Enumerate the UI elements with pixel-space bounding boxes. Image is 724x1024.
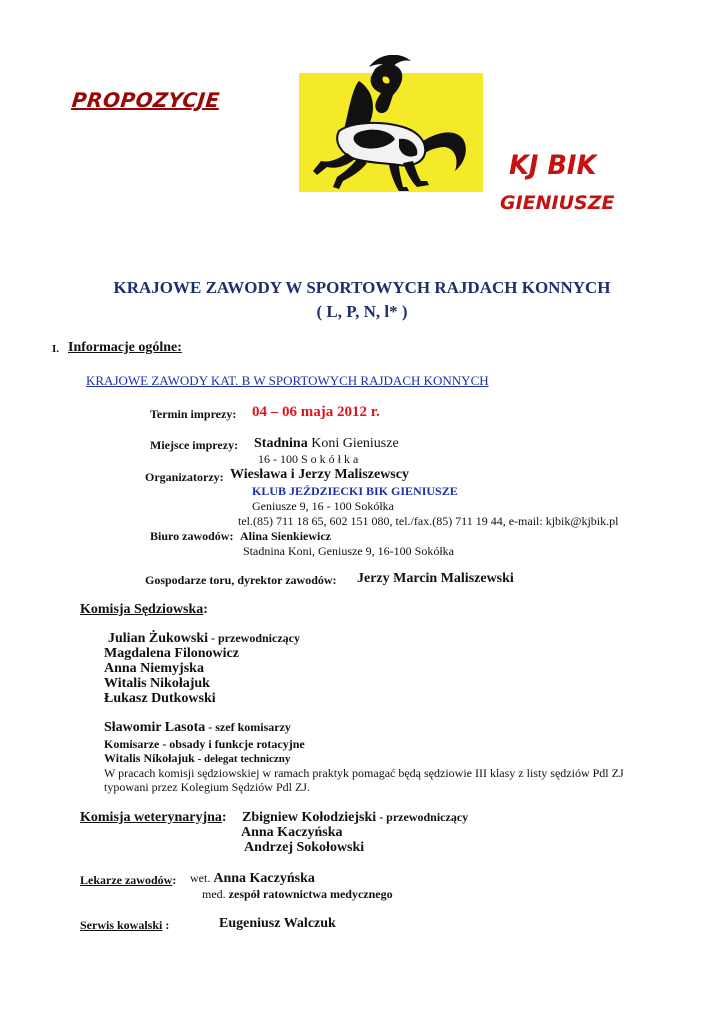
lekarze-heading-colon: : (172, 873, 177, 887)
club-name: KJ BIK (509, 150, 597, 181)
club-full-name: KLUB JEŹDZIECKI BIK GIENIUSZE (252, 484, 458, 498)
komisja-heading-colon: : (203, 602, 208, 617)
miejsce-value (254, 436, 399, 452)
judge-row (108, 631, 300, 647)
wet-chair-role: - przewodniczący (376, 810, 469, 824)
propozycje-heading: PROPOZYCJE (70, 88, 222, 112)
lekarze-wet-row (190, 871, 315, 887)
horse-logo (299, 73, 483, 192)
horse-icon (299, 55, 483, 195)
wet-heading-colon: : (221, 810, 227, 825)
lekarze-med-row (202, 887, 393, 902)
miejsce-value-part1: Stadnina (254, 436, 308, 451)
komisarze-row (104, 737, 305, 752)
kowal-heading-colon: : (162, 918, 170, 932)
wet-member: Andrzej Sokołowski (244, 840, 365, 855)
section-heading: Informacje ogólne: (68, 340, 182, 355)
lekarze-wet-prefix: wet. (190, 871, 211, 885)
section-number: I. (52, 343, 60, 355)
komisja-heading-text: Komisja Sędziowska (80, 602, 204, 617)
lekarze-med-prefix: med. (202, 887, 226, 901)
lekarze-med-value: zespół ratownictwa medycznego (228, 887, 393, 901)
kowal-heading-text: Serwis kowalski (80, 918, 163, 932)
wet-heading (80, 810, 227, 826)
lekarze-heading-text: Lekarze zawodów (80, 873, 173, 887)
miejsce-value-part2: Koni Gieniusze (311, 436, 399, 451)
judge-row: Łukasz Dutkowski (104, 691, 216, 706)
wet-member: Anna Kaczyńska (241, 825, 343, 840)
lasota-row (104, 720, 291, 736)
lasota-role: - szef komisarzy (205, 720, 291, 734)
biuro-label: Biuro zawodów: (150, 529, 234, 543)
delegat-name: Witalis Nikołajuk (104, 751, 195, 765)
termin-label: Termin imprezy: (150, 407, 237, 421)
club-address: Geniusze 9, 16 - 100 Sokółka (252, 499, 394, 513)
termin-value: 04 – 06 maja 2012 r. (252, 404, 380, 420)
kowal-heading (80, 918, 169, 933)
wet-heading-text: Komisja weterynaryjna (80, 810, 222, 825)
delegat-role: - delegat techniczny (194, 753, 291, 765)
judge-role: - przewodniczący (208, 631, 300, 645)
wet-chair-row (242, 810, 468, 826)
komisja-heading (80, 602, 208, 618)
judge-row: Witalis Nikołajuk (104, 676, 210, 691)
organizatorzy-label: Organizatorzy: (145, 470, 224, 484)
document-title: KRAJOWE ZAWODY W SPORTOWYCH RAJDACH KONNYCH (113, 278, 611, 297)
komisja-note: W pracach komisji sędziowskiej w ramach praktyk pomagać będą sędziowie III klasy z listy sędziów Pdl ZJ (104, 766, 624, 780)
judge-name: Julian Żukowski (108, 631, 208, 646)
wet-chair: Zbigniew Kołodziejski (242, 810, 377, 825)
club-contact: tel.(85) 711 18 65, 602 151 080, tel./fax.(85) 711 19 44, e-mail: kjbik@kjbik.pl (238, 514, 619, 528)
document-subtitle: ( L, P, N, l* ) (316, 302, 408, 321)
biuro-value: Alina Sienkiewicz (240, 529, 332, 543)
gospodarze-value: Jerzy Marcin Maliszewski (357, 571, 514, 586)
delegat-row (104, 751, 290, 766)
komisarze-label: Komisarze (104, 737, 160, 751)
lekarze-wet-name: Anna Kaczyńska (213, 871, 315, 886)
komisarze-role: - obsady i funkcje rotacyjne (159, 737, 305, 751)
lasota-name: Sławomir Lasota (104, 720, 206, 735)
lekarze-heading (80, 873, 176, 888)
organizatorzy-value: Wiesława i Jerzy Maliszewscy (230, 467, 409, 482)
biuro-address: Stadnina Koni, Geniusze 9, 16-100 Sokółka (243, 544, 454, 558)
club-subname: GIENIUSZE (500, 192, 615, 214)
komisja-note: typowani przez Kolegium Sędziów Pdl ZJ. (104, 780, 310, 794)
judge-row: Magdalena Filonowicz (104, 646, 239, 661)
miejsce-label: Miejsce imprezy: (150, 438, 239, 452)
kowal-name: Eugeniusz Walczuk (219, 916, 336, 931)
event-category: KRAJOWE ZAWODY KAT. B W SPORTOWYCH RAJDACH KONNYCH (86, 373, 489, 388)
gospodarze-label: Gospodarze toru, dyrektor zawodów: (145, 573, 337, 587)
judge-row: Anna Niemyjska (104, 661, 204, 676)
miejsce-address: 16 - 100 S o k ó ł k a (258, 452, 359, 466)
